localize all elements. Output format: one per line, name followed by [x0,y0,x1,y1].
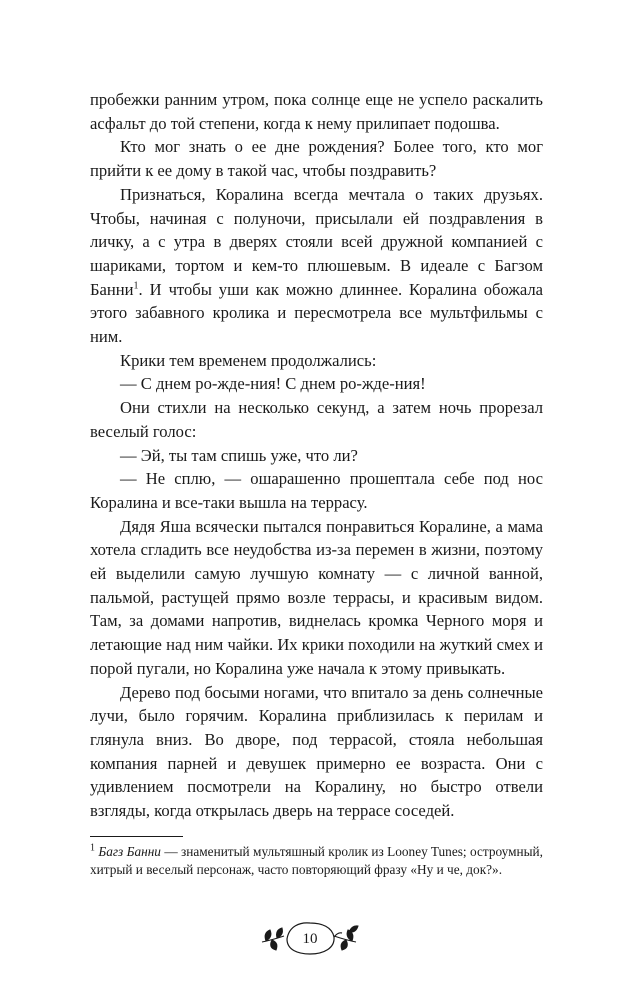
paragraph-text: Признаться, Коралина всегда мечтала о таких друзьях. Чтобы, начиная с полуночи, присылали ей поздравления в личку, а с утра в дверях стояли всей дружной компанией с шариками, тортом и кем-то плюшевым. В идеале с Багзом Банни [90,184,543,299]
page-number-ornament [0,910,619,966]
paragraph [90,183,543,349]
footnote-reference: 1 [133,280,139,292]
body-text [90,88,543,823]
page-number: 10 [302,931,318,947]
footnote [90,843,543,879]
footnote-divider [90,836,183,837]
footnote-text: — знаменитый мультяшный кролик из Looney Tunes; остроумный, хитрый и веселый персонаж, часто повторяющий фразу «Ну и че, док?». [90,844,543,877]
dialogue-line: — Не сплю, — ошарашенно прошептала себе под нос Коралина и все-таки вышла на террасу. [90,469,543,512]
paragraph: Кто мог знать о ее дне рождения? Более того, кто мог прийти к ее дому в такой час, чтобы поздравить? [90,137,543,181]
leaf-sprig-icon [334,926,358,950]
footnote-term: Багз Банни [98,844,161,859]
paragraph: Дерево под босыми ногами, что впитало за день солнечные лучи, было горячим. Коралина приблизилась к перилам и глянула вниз. Во дворе, под террасой, стояла небольшая компания парней и девушек примерно ее возраста. Они с удивлением посмотрели на Коралину, но быстро отвели взгляды, когда открылась дверь на террасе соседей. [90,682,543,821]
paragraph: Они стихли на несколько секунд, а затем ночь прорезал веселый голос: [90,398,543,441]
paragraph: пробежки ранним утром, пока солнце еще не успело раскалить асфальт до той степени, когда к нему прилипает подошва. [90,90,543,133]
dialogue-line: — С днем ро-жде-ния! С днем ро-жде-ния! [120,374,426,394]
paragraph-text: . И чтобы уши как можно длиннее. Коралина обожала этого забавного кролика и пересмотрела все мультфильмы с ним. [90,279,543,347]
footnote-number: 1 [90,842,95,854]
dialogue-line: — Эй, ты там спишь уже, что ли? [120,445,358,465]
paragraph: Дядя Яша всячески пытался понравиться Коралине, а мама хотела сгладить все неудобства из-за перемен в жизни, поэтому ей выделили самую лучшую комнату — с личной ванной, пальмой, растущей прямо возле террасы, и красивым видом. Там, за домами напротив, виднелась кромка Черного моря и летающие над ним чайки. Их крики походили на жуткий смех и порой пугали, но Коралина уже начала к этому привыкать. [90,516,543,678]
paragraph: Крики тем временем продолжались: [120,350,377,370]
leaf-sprig-icon [262,928,284,950]
